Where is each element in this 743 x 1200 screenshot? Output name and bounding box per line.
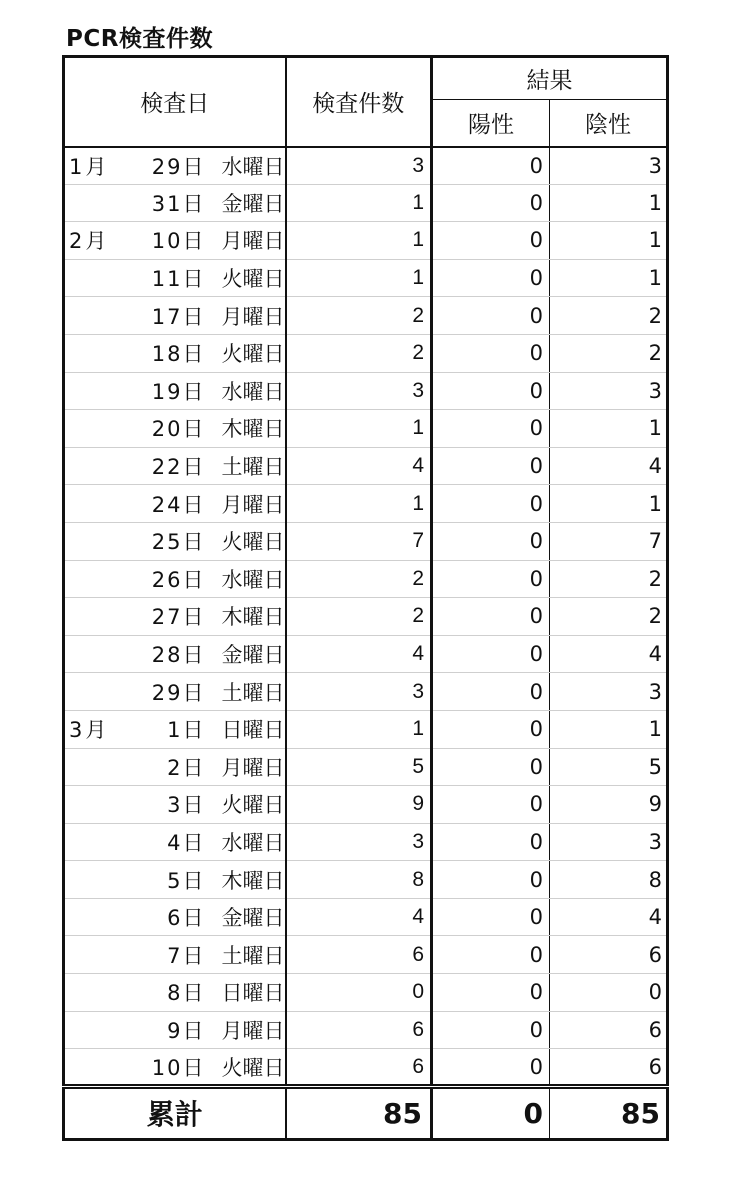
month-cell	[64, 748, 132, 786]
month-cell	[64, 259, 132, 297]
positive-cell: 0	[432, 635, 550, 673]
day-cell: 3日	[132, 786, 208, 824]
day-cell: 24日	[132, 485, 208, 523]
month-cell	[64, 673, 132, 711]
month-cell	[64, 861, 132, 899]
month-cell	[64, 1011, 132, 1049]
month-cell	[64, 598, 132, 636]
test-count-cell: 1	[286, 410, 432, 448]
month-cell	[64, 635, 132, 673]
month-cell	[64, 447, 132, 485]
month-cell	[64, 1049, 132, 1087]
weekday-cell: 金曜日	[208, 898, 286, 936]
negative-cell: 4	[550, 635, 668, 673]
table-row	[64, 861, 668, 899]
day-cell: 2日	[132, 748, 208, 786]
positive-cell: 0	[432, 184, 550, 222]
negative-cell: 1	[550, 222, 668, 260]
positive-cell: 0	[432, 786, 550, 824]
test-count-cell: 1	[286, 710, 432, 748]
table-row	[64, 485, 668, 523]
test-count-cell: 6	[286, 936, 432, 974]
day-cell: 5日	[132, 861, 208, 899]
positive-cell: 0	[432, 522, 550, 560]
test-count-cell: 1	[286, 222, 432, 260]
test-count-cell: 9	[286, 786, 432, 824]
header-test-date: 検査日	[64, 57, 286, 147]
month-cell	[64, 334, 132, 372]
weekday-cell: 金曜日	[208, 635, 286, 673]
negative-cell: 7	[550, 522, 668, 560]
table-row	[64, 673, 668, 711]
day-cell: 25日	[132, 522, 208, 560]
day-cell: 18日	[132, 334, 208, 372]
weekday-cell: 木曜日	[208, 598, 286, 636]
total-positive: 0	[432, 1086, 550, 1139]
day-cell: 7日	[132, 936, 208, 974]
month-cell	[64, 974, 132, 1012]
table-row	[64, 222, 668, 260]
month-cell	[64, 823, 132, 861]
month-cell	[64, 786, 132, 824]
day-cell: 10日	[132, 1049, 208, 1087]
month-cell	[64, 560, 132, 598]
negative-cell: 2	[550, 560, 668, 598]
table-row	[64, 334, 668, 372]
table-row	[64, 522, 668, 560]
test-count-cell: 2	[286, 560, 432, 598]
table-row	[64, 635, 668, 673]
weekday-cell: 月曜日	[208, 297, 286, 335]
positive-cell: 0	[432, 898, 550, 936]
test-count-cell: 3	[286, 147, 432, 185]
negative-cell: 3	[550, 823, 668, 861]
positive-cell: 0	[432, 861, 550, 899]
day-cell: 29日	[132, 673, 208, 711]
month-cell	[64, 184, 132, 222]
negative-cell: 2	[550, 297, 668, 335]
day-cell: 6日	[132, 898, 208, 936]
month-cell	[64, 522, 132, 560]
table-row	[64, 823, 668, 861]
month-cell	[64, 410, 132, 448]
positive-cell: 0	[432, 710, 550, 748]
table-row	[64, 372, 668, 410]
negative-cell: 9	[550, 786, 668, 824]
day-cell: 22日	[132, 447, 208, 485]
total-label: 累計	[64, 1086, 286, 1139]
day-cell: 4日	[132, 823, 208, 861]
positive-cell: 0	[432, 673, 550, 711]
weekday-cell: 木曜日	[208, 861, 286, 899]
test-count-cell: 4	[286, 635, 432, 673]
total-row	[64, 1086, 668, 1139]
test-count-cell: 1	[286, 184, 432, 222]
positive-cell: 0	[432, 147, 550, 185]
pcr-test-table	[62, 55, 669, 1141]
negative-cell: 3	[550, 147, 668, 185]
weekday-cell: 土曜日	[208, 936, 286, 974]
negative-cell: 1	[550, 485, 668, 523]
negative-cell: 5	[550, 748, 668, 786]
negative-cell: 3	[550, 372, 668, 410]
positive-cell: 0	[432, 1011, 550, 1049]
weekday-cell: 月曜日	[208, 222, 286, 260]
negative-cell: 2	[550, 334, 668, 372]
positive-cell: 0	[432, 372, 550, 410]
test-count-cell: 7	[286, 522, 432, 560]
test-count-cell: 2	[286, 598, 432, 636]
table-row	[64, 297, 668, 335]
day-cell: 10日	[132, 222, 208, 260]
weekday-cell: 水曜日	[208, 147, 286, 185]
test-count-cell: 2	[286, 297, 432, 335]
weekday-cell: 火曜日	[208, 786, 286, 824]
positive-cell: 0	[432, 1049, 550, 1087]
weekday-cell: 水曜日	[208, 823, 286, 861]
weekday-cell: 月曜日	[208, 485, 286, 523]
table-row	[64, 898, 668, 936]
month-cell: 2月	[64, 222, 132, 260]
month-cell	[64, 936, 132, 974]
table-row	[64, 184, 668, 222]
weekday-cell: 月曜日	[208, 748, 286, 786]
weekday-cell: 日曜日	[208, 710, 286, 748]
positive-cell: 0	[432, 485, 550, 523]
positive-cell: 0	[432, 823, 550, 861]
table-row	[64, 748, 668, 786]
day-cell: 29日	[132, 147, 208, 185]
negative-cell: 4	[550, 898, 668, 936]
weekday-cell: 金曜日	[208, 184, 286, 222]
page-title: PCR検査件数	[66, 26, 213, 52]
day-cell: 8日	[132, 974, 208, 1012]
table-row	[64, 259, 668, 297]
weekday-cell: 月曜日	[208, 1011, 286, 1049]
test-count-cell: 8	[286, 861, 432, 899]
header-positive: 陽性	[432, 100, 550, 147]
weekday-cell: 木曜日	[208, 410, 286, 448]
table-row	[64, 447, 668, 485]
table-row	[64, 936, 668, 974]
negative-cell: 0	[550, 974, 668, 1012]
test-count-cell: 0	[286, 974, 432, 1012]
day-cell: 26日	[132, 560, 208, 598]
positive-cell: 0	[432, 297, 550, 335]
month-cell	[64, 297, 132, 335]
test-count-cell: 3	[286, 673, 432, 711]
total-negative: 85	[621, 1096, 660, 1130]
header-test-count: 検査件数	[286, 57, 432, 147]
month-cell	[64, 898, 132, 936]
test-count-cell: 6	[286, 1049, 432, 1087]
weekday-cell: 土曜日	[208, 673, 286, 711]
weekday-cell: 水曜日	[208, 560, 286, 598]
negative-cell: 6	[550, 1011, 668, 1049]
test-count-cell: 1	[286, 259, 432, 297]
negative-cell: 3	[550, 673, 668, 711]
test-count-cell: 6	[286, 1011, 432, 1049]
positive-cell: 0	[432, 334, 550, 372]
day-cell: 11日	[132, 259, 208, 297]
weekday-cell: 土曜日	[208, 447, 286, 485]
negative-cell: 4	[550, 447, 668, 485]
day-cell: 27日	[132, 598, 208, 636]
table-row	[64, 560, 668, 598]
day-cell: 28日	[132, 635, 208, 673]
positive-cell: 0	[432, 748, 550, 786]
weekday-cell: 水曜日	[208, 372, 286, 410]
negative-cell: 1	[550, 259, 668, 297]
table-row	[64, 786, 668, 824]
month-cell: 1月	[64, 147, 132, 185]
total-count: 85	[286, 1086, 432, 1139]
positive-cell: 0	[432, 936, 550, 974]
test-count-cell: 5	[286, 748, 432, 786]
table-row	[64, 974, 668, 1012]
positive-cell: 0	[432, 410, 550, 448]
month-cell: 3月	[64, 710, 132, 748]
table-row	[64, 710, 668, 748]
table-row	[64, 147, 668, 185]
header-negative: 陰性	[550, 100, 668, 147]
day-cell: 20日	[132, 410, 208, 448]
table-row	[64, 1049, 668, 1087]
weekday-cell: 日曜日	[208, 974, 286, 1012]
day-cell: 9日	[132, 1011, 208, 1049]
weekday-cell: 火曜日	[208, 334, 286, 372]
negative-cell: 8	[550, 861, 668, 899]
table-row	[64, 410, 668, 448]
negative-cell: 1	[550, 184, 668, 222]
positive-cell: 0	[432, 447, 550, 485]
test-count-cell: 3	[286, 372, 432, 410]
positive-cell: 0	[432, 222, 550, 260]
positive-cell: 0	[432, 974, 550, 1012]
negative-cell: 1	[550, 410, 668, 448]
day-cell: 1日	[132, 710, 208, 748]
test-count-cell: 2	[286, 334, 432, 372]
table-row	[64, 598, 668, 636]
test-count-cell: 4	[286, 898, 432, 936]
table-body	[64, 147, 668, 1087]
day-cell: 19日	[132, 372, 208, 410]
positive-cell: 0	[432, 259, 550, 297]
header-result: 結果	[432, 57, 668, 100]
negative-cell: 6	[550, 936, 668, 974]
negative-cell: 1	[550, 710, 668, 748]
test-count-cell: 3	[286, 823, 432, 861]
weekday-cell: 火曜日	[208, 259, 286, 297]
negative-cell: 6	[550, 1049, 668, 1087]
positive-cell: 0	[432, 598, 550, 636]
day-cell: 31日	[132, 184, 208, 222]
weekday-cell: 火曜日	[208, 522, 286, 560]
weekday-cell: 火曜日	[208, 1049, 286, 1087]
table-row	[64, 1011, 668, 1049]
month-cell	[64, 372, 132, 410]
month-cell	[64, 485, 132, 523]
positive-cell: 0	[432, 560, 550, 598]
test-count-cell: 4	[286, 447, 432, 485]
day-cell: 17日	[132, 297, 208, 335]
negative-cell: 2	[550, 598, 668, 636]
test-count-cell: 1	[286, 485, 432, 523]
